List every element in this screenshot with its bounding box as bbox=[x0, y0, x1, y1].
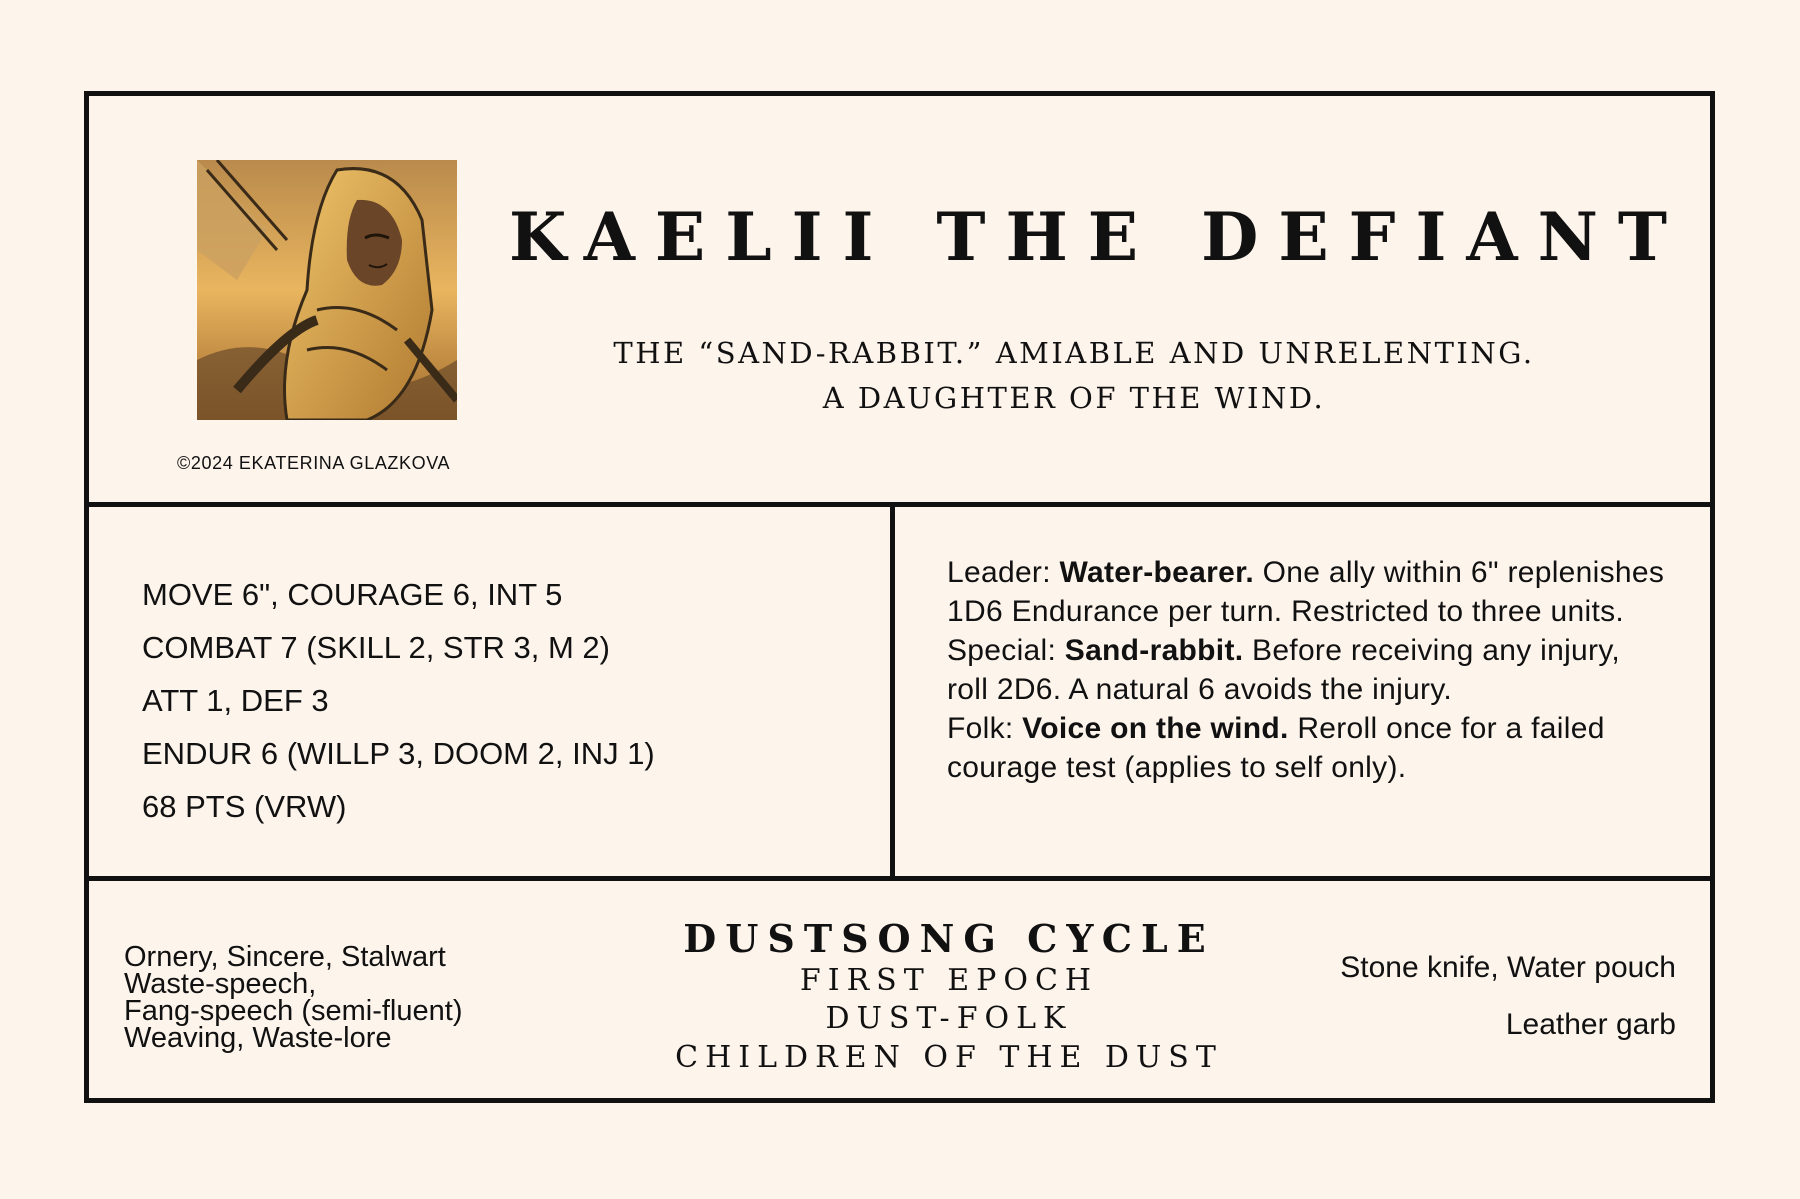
ability-text: Reroll once for a failed courage test (applies to self only). bbox=[947, 712, 1605, 784]
stat-attack-defense: ATT 1, DEF 3 bbox=[142, 683, 329, 718]
ability-special bbox=[947, 631, 1667, 709]
ability-type: Leader: bbox=[947, 556, 1060, 589]
stats-block bbox=[142, 568, 655, 833]
character-card bbox=[84, 91, 1715, 1103]
ability-text: One ally within 6" replenishes 1D6 Endurance per turn. Restricted to three units. bbox=[947, 556, 1665, 628]
cycle-name: DUSTSONG CYCLE bbox=[683, 916, 1215, 961]
character-portrait bbox=[197, 160, 457, 420]
stats-abilities-divider bbox=[890, 502, 895, 876]
cycle-epoch: FIRST EPOCH bbox=[799, 963, 1099, 998]
gear-block bbox=[1340, 948, 1676, 1062]
character-epithet: THE “SAND-RABBIT.” AMIABLE AND UNRELENTING. bbox=[613, 336, 1535, 370]
header-divider bbox=[89, 502, 1710, 507]
ability-name: Water-bearer. bbox=[1059, 556, 1255, 589]
character-name: KAELII THE DEFIANT bbox=[509, 198, 1688, 276]
traits-block bbox=[124, 941, 463, 1054]
ability-leader bbox=[947, 553, 1667, 631]
trait-personality: Ornery, Sincere, Stalwart bbox=[124, 941, 446, 973]
trait-language-2: Fang-speech (semi-fluent) bbox=[124, 995, 463, 1027]
ability-type: Folk: bbox=[947, 712, 1023, 745]
gear-armor: Leather garb bbox=[1505, 1008, 1676, 1041]
ability-name: Voice on the wind. bbox=[1022, 712, 1289, 745]
stat-points: 68 PTS (VRW) bbox=[142, 789, 347, 824]
trait-language: Waste-speech, bbox=[124, 968, 317, 1000]
footer-divider bbox=[89, 876, 1710, 881]
ability-name: Sand-rabbit. bbox=[1064, 634, 1244, 667]
stat-combat: COMBAT 7 (SKILL 2, STR 3, M 2) bbox=[142, 630, 610, 665]
stat-move-courage-int: MOVE 6", COURAGE 6, INT 5 bbox=[142, 577, 563, 612]
artist-credit: ©2024 EKATERINA GLAZKOVA bbox=[177, 453, 451, 473]
portrait-illustration bbox=[197, 160, 457, 420]
gear-weapons: Stone knife, Water pouch bbox=[1340, 951, 1676, 984]
stat-endurance: ENDUR 6 (WILLP 3, DOOM 2, INJ 1) bbox=[142, 736, 655, 771]
character-epithet-line-2: A DAUGHTER OF THE WIND. bbox=[822, 381, 1326, 415]
ability-text: Before receiving any injury, roll 2D6. A natural 6 avoids the injury. bbox=[947, 634, 1621, 706]
trait-skills: Weaving, Waste-lore bbox=[124, 1022, 392, 1054]
cycle-faction: CHILDREN OF THE DUST bbox=[675, 1040, 1223, 1075]
cycle-folk: DUST-FOLK bbox=[825, 1001, 1073, 1036]
ability-type: Special: bbox=[947, 634, 1065, 667]
abilities-block bbox=[947, 553, 1667, 787]
ability-folk bbox=[947, 709, 1667, 787]
